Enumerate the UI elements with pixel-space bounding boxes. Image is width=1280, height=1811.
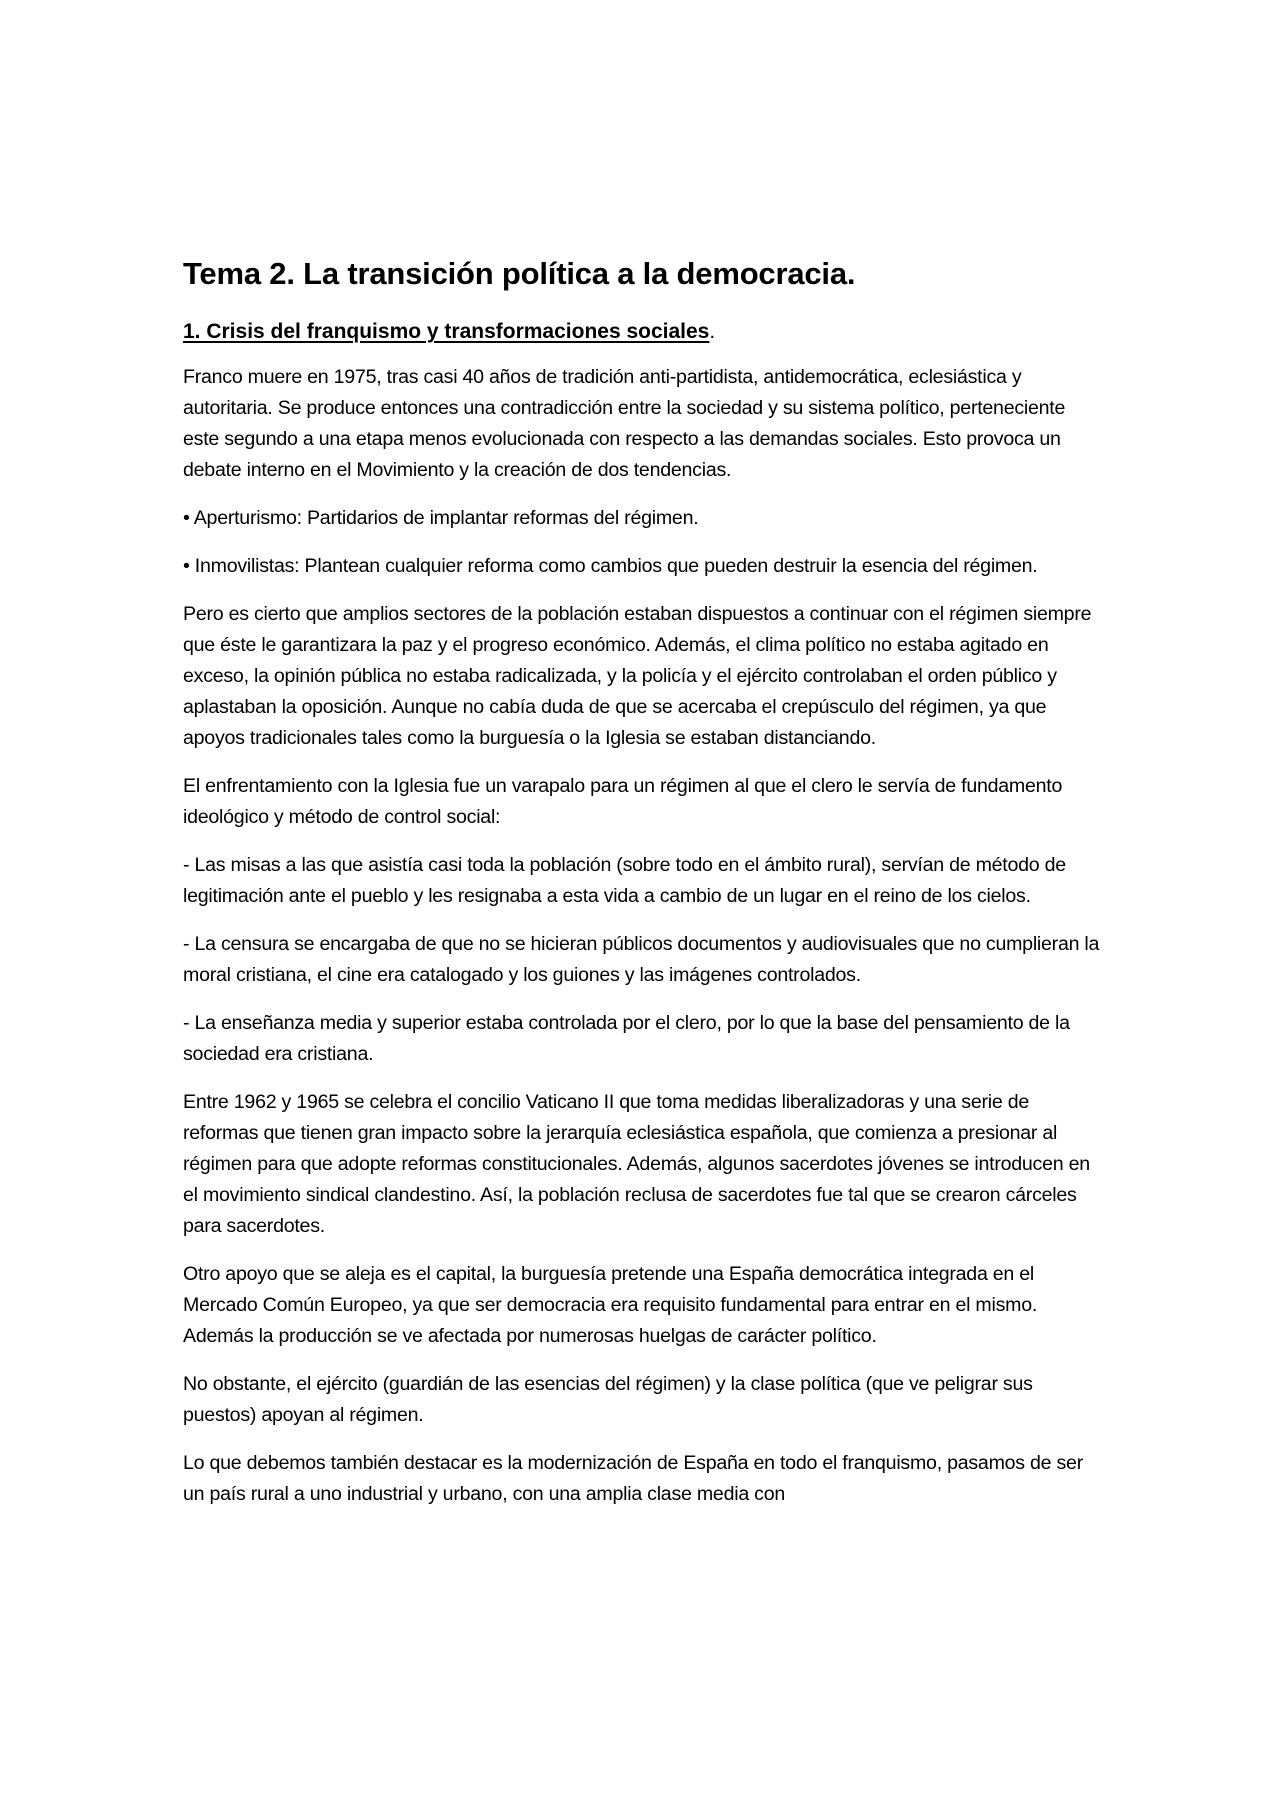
paragraph-poblacion: Pero es cierto que amplios sectores de la población estaban dispuestos a continuar con el régimen siempre que éste le garantizara la paz y el progreso económico. Además, el clima político no estaba agitado en exceso, la opinión pública no estaba radicalizada, y la policía y el ejército controlaban el orden público y aplastaban la oposición. Aunque no cabía duda de que se acercaba el crepúsculo del régimen, ya que apoyos tradicionales tales como la burguesía o la Iglesia se estaban distanciando. [183, 603, 1092, 750]
document-page [183, 255, 1103, 1527]
list-item-misas: - Las misas a las que asistía casi toda la población (sobre todo en el ámbito rural), servían de método de legitimación ante el pueblo y les resignaba a esta vida a cambio de un lugar en el reino de los cielos. [183, 854, 1066, 908]
paragraph-iglesia: El enfrentamiento con la Iglesia fue un varapalo para un régimen al que el clero le servía de fundamento ideológico y método de control social: [183, 775, 1063, 829]
paragraph-modernizacion: Lo que debemos también destacar es la modernización de España en todo el franquismo, pasamos de ser un país rural a uno industrial y urbano, con una amplia clase media con [183, 1452, 1083, 1506]
section-heading-text: 1. Crisis del franquismo y transformaciones sociales [183, 320, 710, 344]
bullet-inmovilistas: • Inmovilistas: Plantean cualquier reforma como cambios que pueden destruir la esencia del régimen. [183, 555, 1038, 578]
section-heading [183, 318, 1103, 345]
paragraph-intro: Franco muere en 1975, tras casi 40 años de tradición anti-partidista, antidemocrática, eclesiástica y autoritaria. Se produce entonces una contradicción entre la sociedad y su sistema político, perteneciente este segundo a una etapa menos evolucionada con respecto a las demandas sociales. Esto provoca un debate interno en el Movimiento y la creación de dos tendencias. [183, 366, 1066, 482]
list-item-censura: - La censura se encargaba de que no se hicieran públicos documentos y audiovisuales que no cumplieran la moral cristiana, el cine era catalogado y los guiones y las imágenes controlados. [183, 933, 1100, 987]
paragraph-concilio: Entre 1962 y 1965 se celebra el concilio Vaticano II que toma medidas liberalizadoras y una serie de reformas que tienen gran impacto sobre la jerarquía eclesiástica española, que comienza a presionar al régimen para que adopte reformas constitucionales. Además, algunos sacerdotes jóvenes se introducen en el movimiento sindical clandestino. Así, la población reclusa de sacerdotes fue tal que se crearon cárceles para sacerdotes. [183, 1091, 1090, 1238]
document-title: Tema 2. La transición política a la democracia. [183, 256, 856, 291]
paragraph-capital: Otro apoyo que se aleja es el capital, la burguesía pretende una España democrática integrada en el Mercado Común Europeo, ya que ser democracia era requisito fundamental para entrar en el mismo. Además la producción se ve afectada por numerosas huelgas de carácter político. [183, 1263, 1038, 1348]
list-item-ensenanza: - La enseñanza media y superior estaba controlada por el clero, por lo que la base del pensamiento de la sociedad era cristiana. [183, 1012, 1070, 1066]
section-heading-period: . [709, 320, 716, 344]
bullet-aperturismo: • Aperturismo: Partidarios de implantar reformas del régimen. [183, 507, 699, 530]
paragraph-ejercito: No obstante, el ejército (guardián de las esencias del régimen) y la clase política (que ve peligrar sus puestos) apoyan al régimen. [183, 1373, 1033, 1427]
